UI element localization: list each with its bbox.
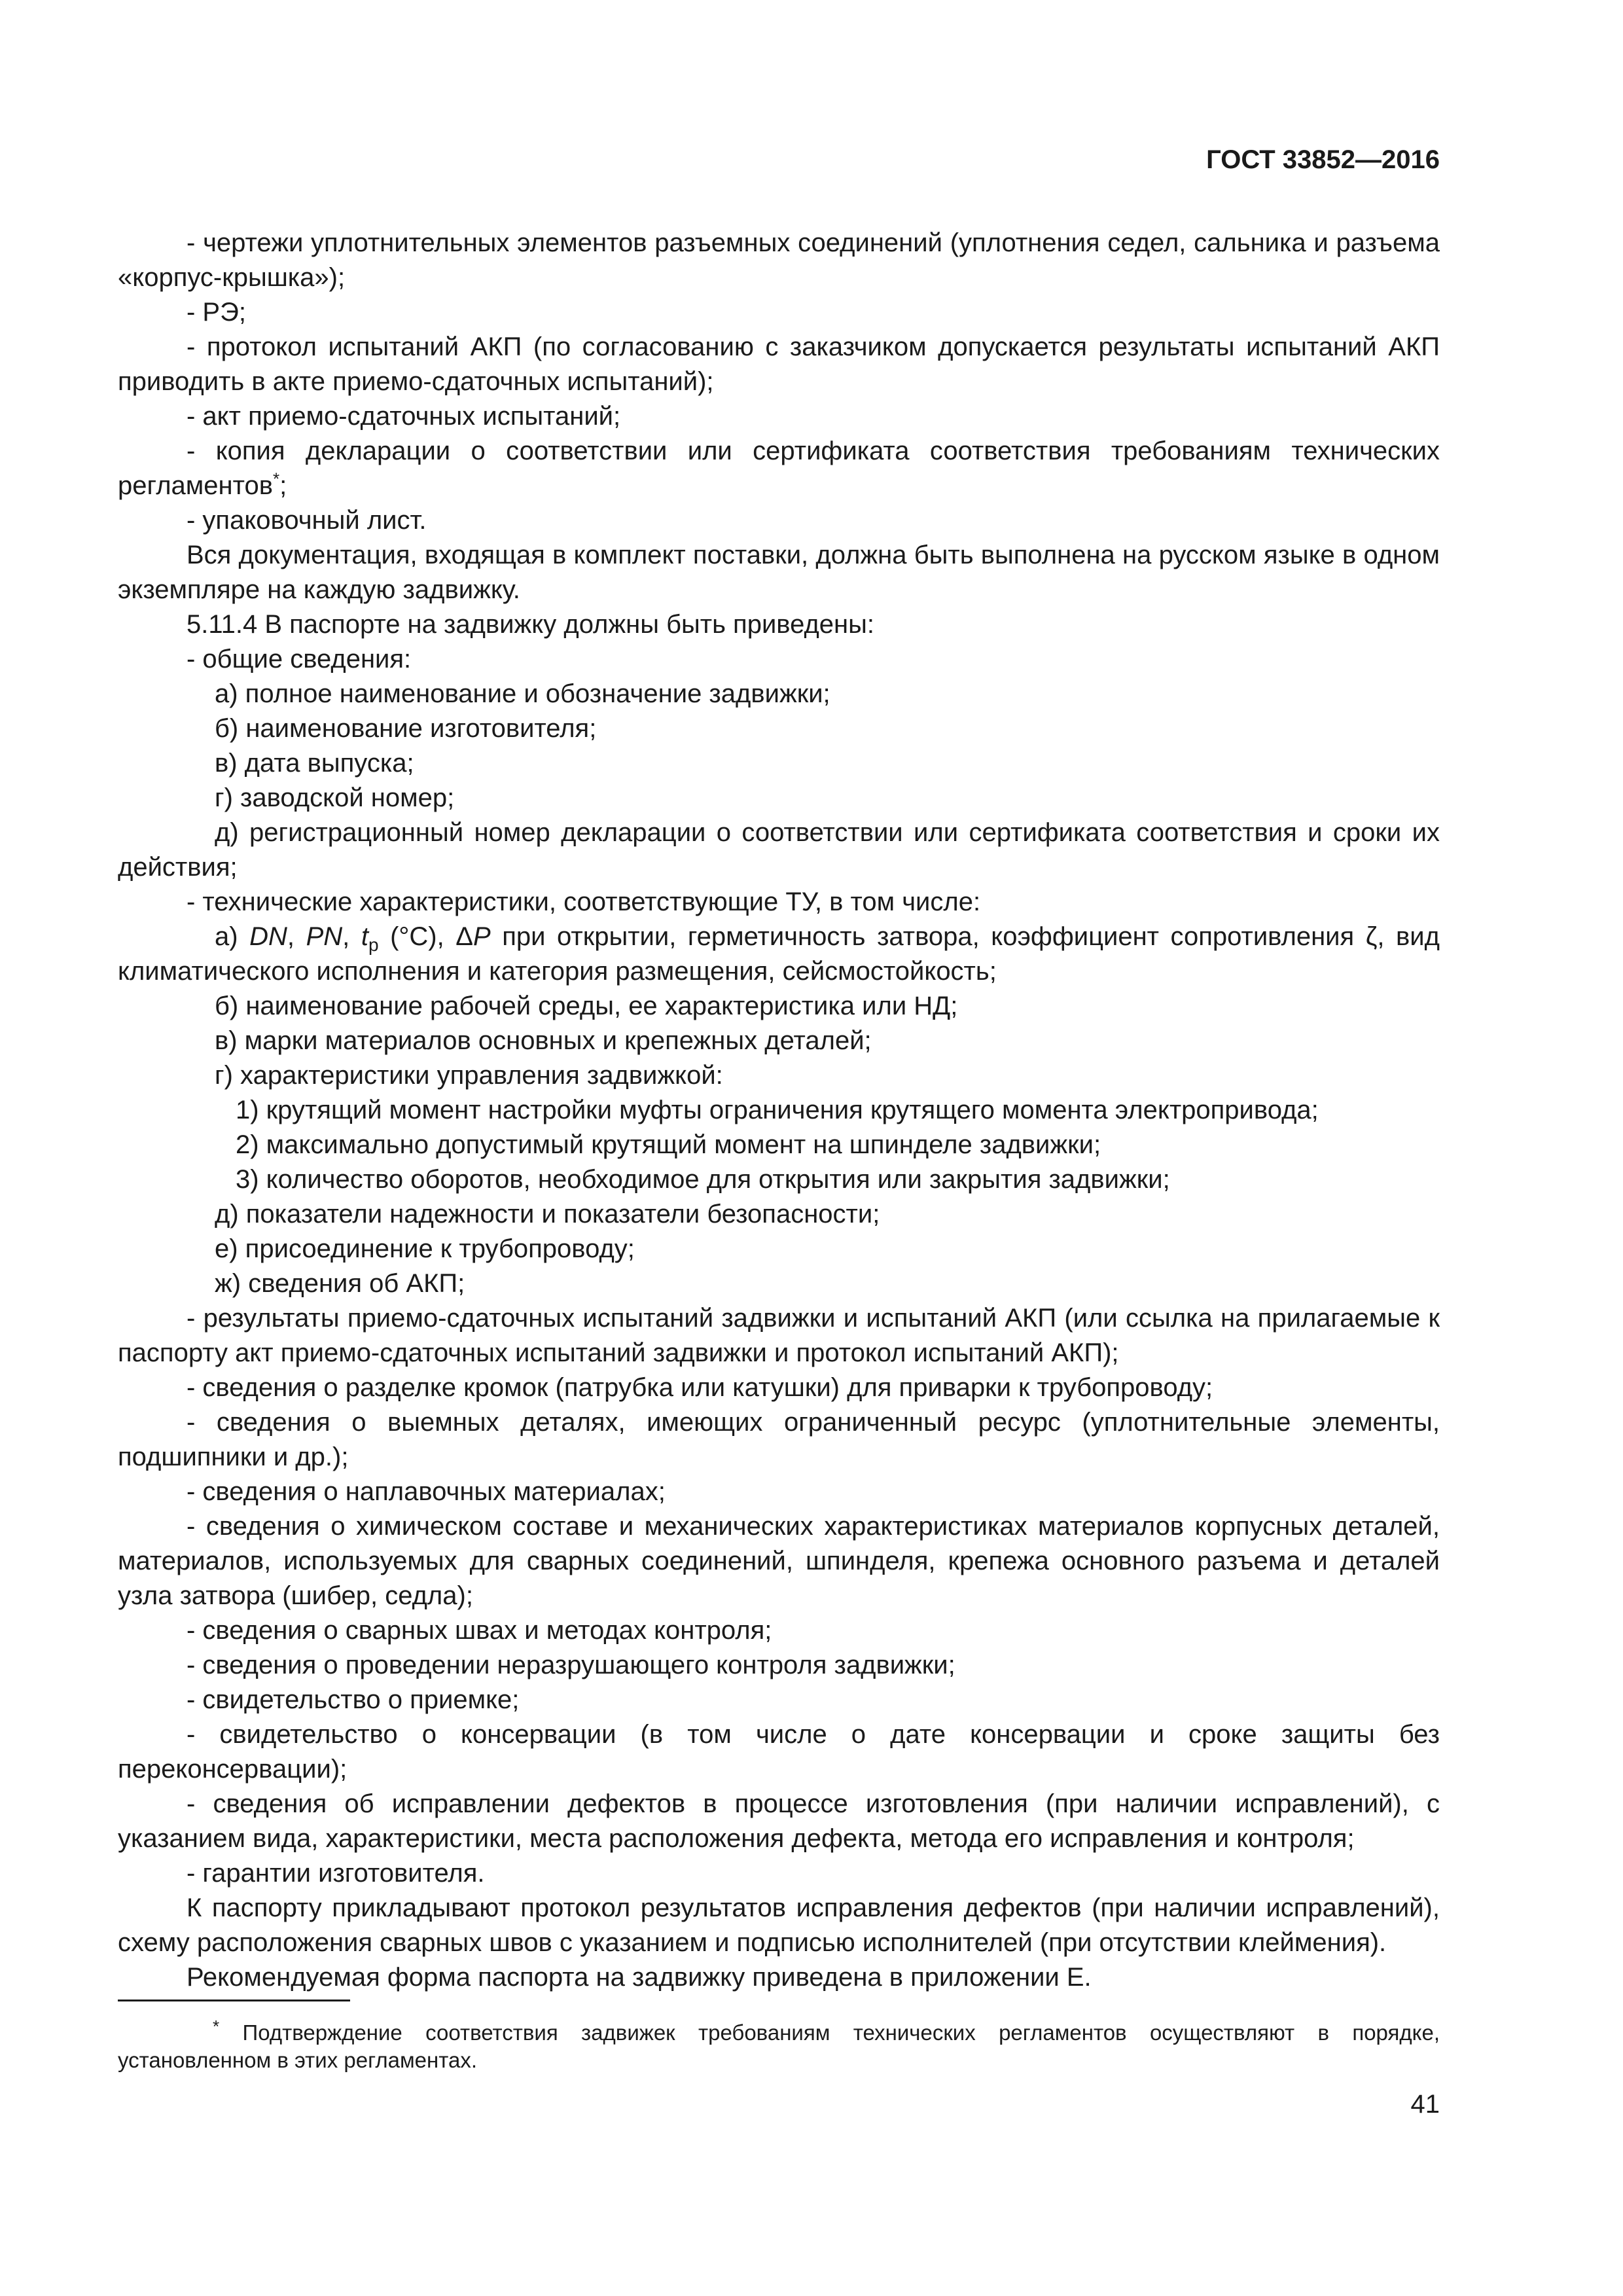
sub-item: ж) сведения об АКП; bbox=[215, 1269, 465, 1298]
list-item: - технические характеристики, соответствующие ТУ, в том числе: bbox=[187, 888, 981, 916]
list-item: - акт приемо-сдаточных испытаний; bbox=[187, 402, 621, 431]
sub-item: в) дата выпуска; bbox=[215, 749, 414, 778]
sub-item bbox=[118, 920, 1440, 989]
footnote bbox=[118, 2019, 1440, 2074]
symbol-dn: DN bbox=[249, 922, 287, 951]
list-item-tail: ; bbox=[279, 471, 287, 500]
symbol-t: t bbox=[361, 922, 368, 951]
sub-item: в) марки материалов основных и крепежных деталей; bbox=[215, 1026, 872, 1055]
document-code: ГОСТ 33852—2016 bbox=[1206, 145, 1440, 174]
list-item: - упаковочный лист. bbox=[187, 506, 427, 535]
page-body bbox=[118, 226, 1440, 1995]
nested-item: 1) крутящий момент настройки муфты ограничения крутящего момента электропривода; bbox=[236, 1096, 1319, 1124]
list-item: - сведения о химическом составе и механических характеристиках материалов корпусных деталей, материалов, используемых для сварных соединений, шпинделя, крепежа основного разъема и деталей узла затвора (шибер, седла); bbox=[118, 1512, 1440, 1610]
sub-item: д) регистрационный номер декларации о соответствии или сертификата соответствия и сроки их действия; bbox=[118, 818, 1440, 882]
sub-item: б) наименование изготовителя; bbox=[215, 714, 597, 743]
sub-item: д) показатели надежности и показатели безопасности; bbox=[215, 1200, 880, 1229]
list-item: - чертежи уплотнительных элементов разъемных соединений (уплотнения седел, сальника и разъема «корпус-крышка»); bbox=[118, 228, 1440, 292]
nested-item: 3) количество оборотов, необходимое для открытия или закрытия задвижки; bbox=[236, 1165, 1170, 1194]
list-item: - сведения о сварных швах и методах контроля; bbox=[187, 1616, 772, 1645]
sub-item-text: (°C), Δ bbox=[378, 922, 473, 951]
sub-item-prefix: а) bbox=[215, 922, 250, 951]
page-number: 41 bbox=[1410, 2090, 1440, 2119]
list-item: - протокол испытаний АКП (по согласованию с заказчиком допускается результаты испытаний АКП приводить в акте приемо-сдаточных испытаний); bbox=[118, 332, 1440, 396]
list-item: - свидетельство о приемке; bbox=[187, 1685, 520, 1714]
paragraph: Вся документация, входящая в комплект поставки, должна быть выполнена на русском языке в одном экземпляре на каждую задвижку. bbox=[118, 541, 1440, 604]
list-item: - РЭ; bbox=[187, 298, 246, 327]
list-item: - общие сведения: bbox=[187, 645, 412, 673]
list-item: - сведения о проведении неразрушающего контроля задвижки; bbox=[187, 1651, 955, 1679]
list-item: - сведения о разделке кромок (патрубка или катушки) для приварки к трубопроводу; bbox=[187, 1373, 1213, 1402]
sub-item-text: при открытии, герметичность затвора, коэффициент сопротивления ζ, вид климатического исполнения и категория размещения, сейсмостойкость; bbox=[118, 922, 1440, 986]
footnote-text: Подтверждение соответствия задвижек требованиям технических регламентов осуществляют в порядке, установленном в этих регламентах. bbox=[118, 2020, 1440, 2072]
nested-item: 2) максимально допустимый крутящий момент на шпинделе задвижки; bbox=[236, 1130, 1101, 1159]
list-item: - результаты приемо-сдаточных испытаний задвижки и испытаний АКП (или ссылка на прилагаемые к паспорту акт приемо-сдаточных испытаний задвижки и протокол испытаний АКП); bbox=[118, 1304, 1440, 1367]
list-item: - сведения об исправлении дефектов в процессе изготовления (при наличии исправлений), с указанием вида, характеристики, места расположения дефекта, метода его исправления и контроля; bbox=[118, 1789, 1440, 1853]
sub-item: а) полное наименование и обозначение задвижки; bbox=[215, 679, 830, 708]
sub-item: г) характеристики управления задвижкой: bbox=[215, 1061, 723, 1090]
paragraph: К паспорту прикладывают протокол результатов исправления дефектов (при наличии исправлений), схему расположения сварных швов с указанием и подписью исполнителей (при отсутствии клеймения). bbox=[118, 1893, 1440, 1957]
footnote-divider bbox=[118, 2000, 350, 2001]
list-item: - гарантии изготовителя. bbox=[187, 1859, 485, 1888]
sub-item: г) заводской номер; bbox=[215, 783, 455, 812]
list-item: - сведения о выемных деталях, имеющих ограниченный ресурс (уплотнительные элементы, подшипники и др.); bbox=[118, 1408, 1440, 1471]
list-item-text: - копия декларации о соответствии или сертификата соответствия требованиям технических регламентов bbox=[118, 437, 1440, 500]
paragraph: Рекомендуемая форма паспорта на задвижку приведена в приложении Е. bbox=[187, 1963, 1092, 1992]
separator: , bbox=[287, 922, 306, 951]
footnote-ref: * bbox=[273, 469, 280, 489]
list-item: - сведения о наплавочных материалах; bbox=[187, 1477, 666, 1506]
sub-item: б) наименование рабочей среды, ее характеристика или НД; bbox=[215, 992, 958, 1020]
footnote-marker: * bbox=[213, 2017, 220, 2036]
section-paragraph: 5.11.4 В паспорте на задвижку должны быть приведены: bbox=[187, 610, 874, 639]
list-item: - свидетельство о консервации (в том числе о дате консервации и сроке защиты без переконсервации); bbox=[118, 1720, 1440, 1784]
symbol-t-subscript: р bbox=[368, 935, 379, 955]
symbol-p: P bbox=[473, 922, 491, 951]
symbol-pn: PN bbox=[306, 922, 343, 951]
list-item bbox=[118, 434, 1440, 503]
separator: , bbox=[342, 922, 361, 951]
sub-item: е) присоединение к трубопроводу; bbox=[215, 1234, 635, 1263]
